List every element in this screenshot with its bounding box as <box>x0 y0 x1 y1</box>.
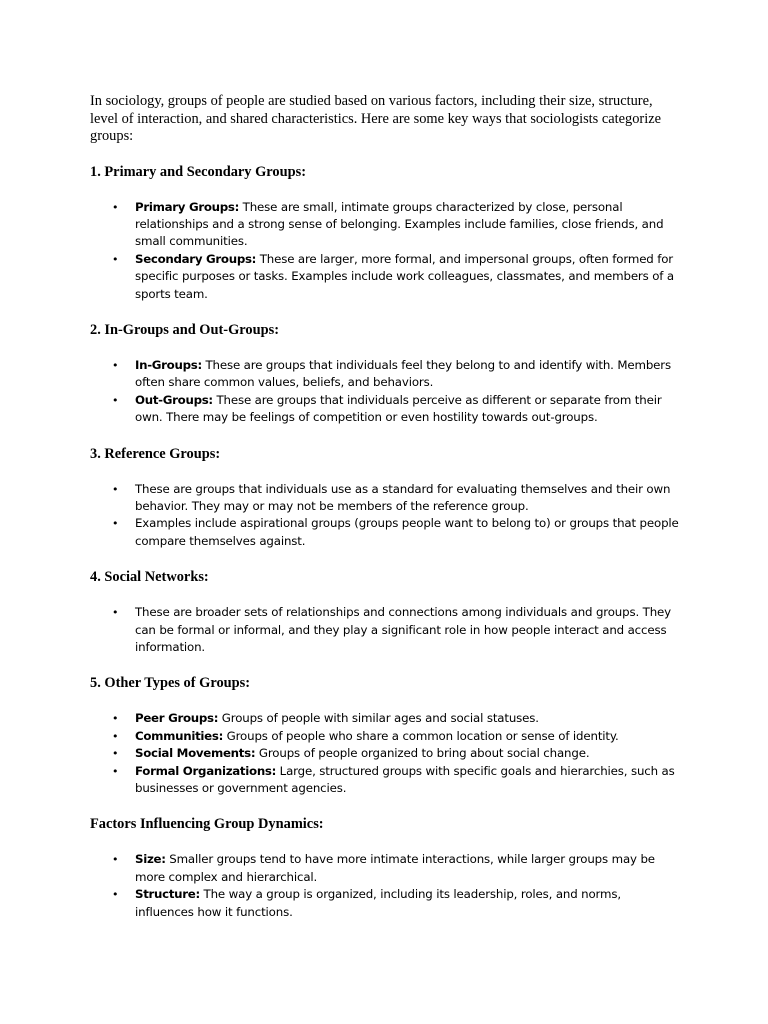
section-heading: 4. Social Networks: <box>90 569 209 586</box>
list-item <box>90 886 680 921</box>
bullet-list <box>90 199 680 303</box>
list-item <box>90 357 680 392</box>
bullet-icon: • <box>112 747 119 761</box>
bullet-list <box>90 481 680 551</box>
term-label: Primary Groups: <box>135 199 240 214</box>
document-page <box>90 93 680 921</box>
term-label: Out-Groups: <box>135 392 213 407</box>
list-item <box>90 392 680 427</box>
term-label: Formal Organizations: <box>135 763 277 778</box>
item-text: These are larger, more formal, and impersonal groups, often formed for specific purposes or tasks. Examples include work colleagues, classmates, and members of a sports team. <box>135 251 674 301</box>
bullet-icon: • <box>112 853 119 867</box>
bullet-icon: • <box>112 712 119 726</box>
item-text: Groups of people who share a common location or sense of identity. <box>223 728 619 743</box>
section-heading: 3. Reference Groups: <box>90 445 221 462</box>
item-text: Groups of people with similar ages and social statuses. <box>218 711 539 726</box>
bullet-icon: • <box>112 358 119 372</box>
term-label: Size: <box>135 852 166 867</box>
item-text: Large, structured groups with specific goals and hierarchies, such as businesses or government agencies. <box>135 763 675 796</box>
list-item <box>90 515 680 550</box>
term-label: In-Groups: <box>135 357 202 372</box>
item-text: Examples include aspirational groups (groups people want to belong to) or groups that people compare themselves against. <box>135 516 679 548</box>
list-item <box>90 604 680 656</box>
term-label: Social Movements: <box>135 746 256 761</box>
list-item <box>90 251 680 303</box>
bullet-icon: • <box>112 393 119 407</box>
section-heading: Factors Influencing Group Dynamics: <box>90 816 324 833</box>
bullet-icon: • <box>112 606 119 620</box>
term-label: Peer Groups: <box>135 711 219 726</box>
bullet-icon: • <box>112 517 119 531</box>
bullet-icon: • <box>112 729 119 743</box>
bullet-icon: • <box>112 482 119 496</box>
list-item <box>90 199 680 251</box>
list-item <box>90 745 680 762</box>
item-text: Smaller groups tend to have more intimate interactions, while larger groups may be more complex and hierarchical. <box>135 852 655 884</box>
section-heading: 5. Other Types of Groups: <box>90 675 251 692</box>
item-text: These are groups that individuals perceive as different or separate from their own. There may be feelings of competition or even hostility towards out-groups. <box>135 392 662 425</box>
bullet-icon: • <box>112 252 119 266</box>
bullet-list <box>90 710 680 797</box>
item-text: These are broader sets of relationships and connections among individuals and groups. They can be formal or informal, and they play a significant role in how people interact and access information. <box>135 605 671 654</box>
list-item <box>90 481 680 516</box>
term-label: Structure: <box>135 887 200 902</box>
bullet-icon: • <box>112 888 119 902</box>
term-label: Secondary Groups: <box>135 251 257 266</box>
item-text: Groups of people organized to bring about social change. <box>255 746 590 761</box>
bullet-list <box>90 604 680 656</box>
intro-paragraph: In sociology, groups of people are studied based on various factors, including their size, structure, level of interaction, and shared characteristics. Here are some key ways that sociologists categorize groups: <box>90 93 661 144</box>
list-item <box>90 851 680 886</box>
list-item <box>90 710 680 727</box>
bullet-icon: • <box>112 200 119 214</box>
item-text: These are groups that individuals use as a standard for evaluating themselves and their own behavior. They may or may not be members of the reference group. <box>135 481 671 513</box>
item-text: The way a group is organized, including its leadership, roles, and norms, influences how it functions. <box>135 887 621 919</box>
term-label: Communities: <box>135 728 224 743</box>
section-heading: 2. In-Groups and Out-Groups: <box>90 321 280 338</box>
list-item <box>90 763 680 798</box>
section-heading: 1. Primary and Secondary Groups: <box>90 163 306 180</box>
item-text: These are small, intimate groups characterized by close, personal relationships and a strong sense of belonging. Examples include families, close friends, and small communities. <box>135 199 664 249</box>
bullet-list <box>90 357 680 427</box>
bullet-icon: • <box>112 764 119 778</box>
bullet-list <box>90 851 680 921</box>
item-text: These are groups that individuals feel they belong to and identify with. Members often share common values, beliefs, and behaviors. <box>135 357 671 390</box>
list-item <box>90 728 680 745</box>
